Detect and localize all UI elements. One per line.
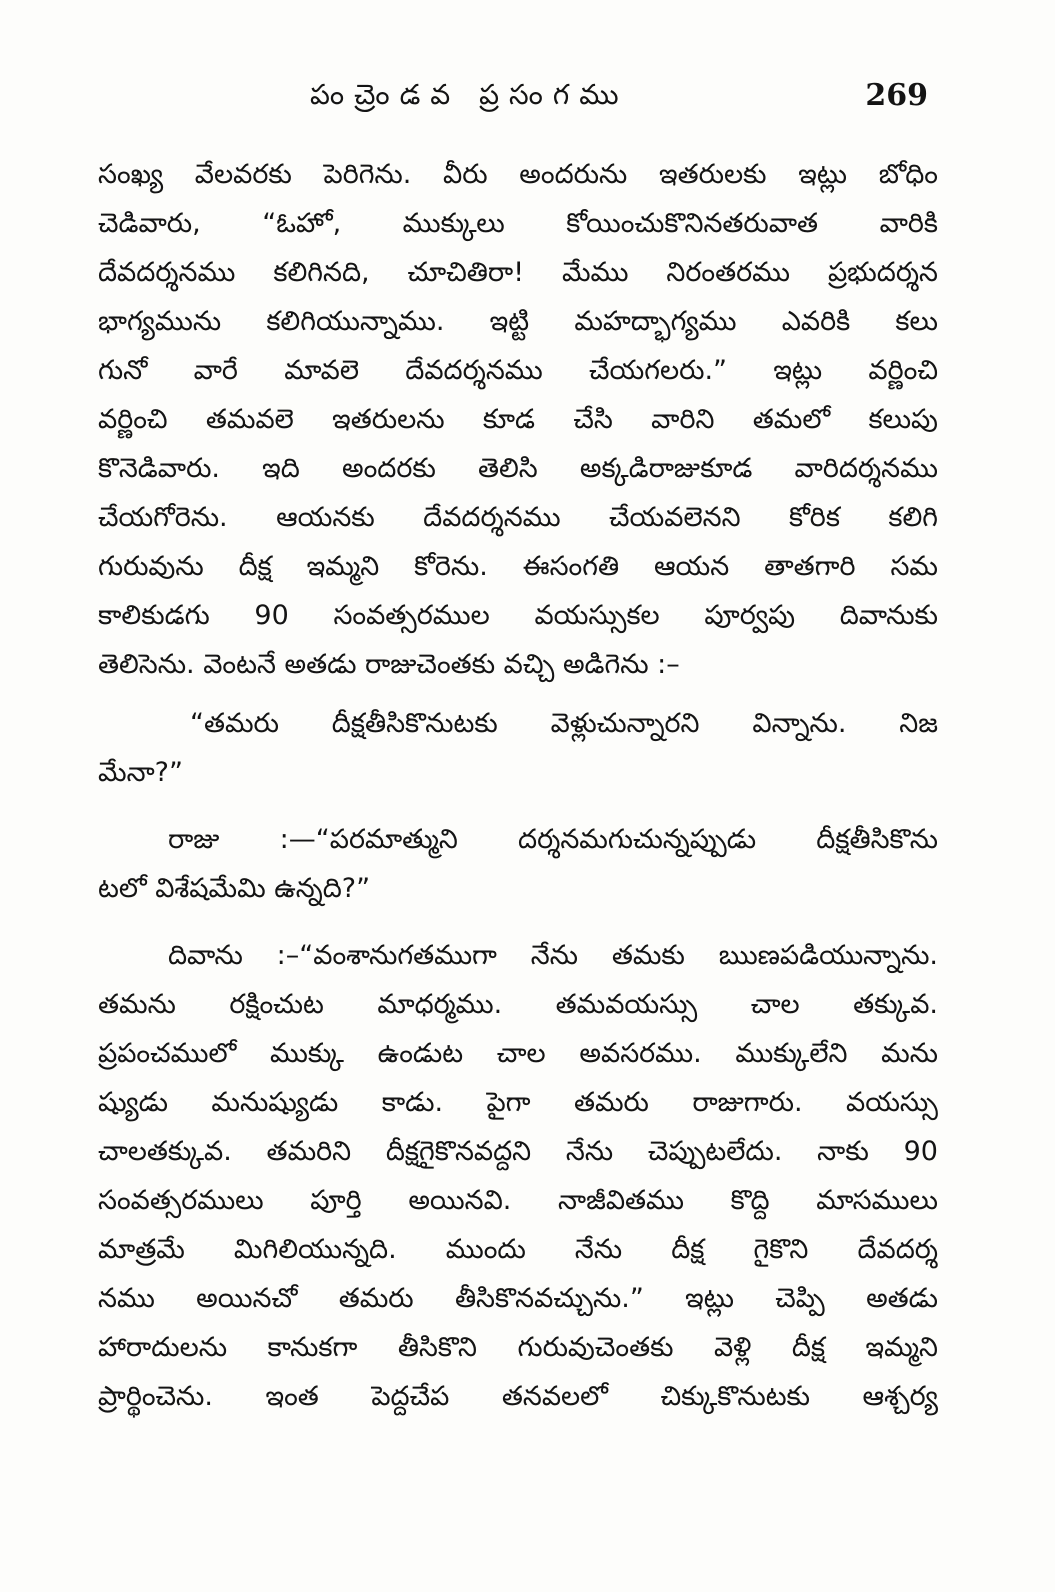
running-title: పంచ్రెండవ ప్రసంగము [310, 78, 629, 111]
text-line: ష్యుడు మనుష్యుడు కాడు. పైగా తమరు రాజుగారు. వయస్సు [98, 1087, 938, 1118]
text-line: సంవత్సరములు పూర్తి అయినవి. నాజీవితము కొద్ది మాసములు [98, 1185, 938, 1216]
text-line: గురువును దీక్ష ఇమ్మని కోరెను. ఈసంగతి ఆయన తాతగారి సమ [98, 551, 938, 582]
text-line: హారాదులను కానుకగా తీసికొని గురువుచెంతకు వెళ్లి దీక్ష ఇమ్మని [98, 1332, 938, 1363]
paragraph-3 [98, 815, 938, 913]
text-line: ప్రార్థించెను. ఇంత పెద్దచేప తనవలలో చిక్కుకొనుటకు ఆశ్చర్య [98, 1381, 938, 1412]
paragraph-2 [98, 699, 938, 797]
text-line: చెడివారు, “ఓహో, ముక్కులు కోయించుకొనినతరువాత వారికి [98, 208, 938, 239]
text-line: తమను రక్షించుట మాధర్మము. తమవయస్సు చాల తక్కువ. [98, 989, 938, 1020]
text-line: వర్ణించి తమవలె ఇతరులను కూడ చేసి వారిని తమలో కలుపు [98, 404, 938, 435]
body-text [98, 150, 938, 1421]
text-line: తెలిసెను. వెంటనే అతడు రాజుచెంతకు వచ్చి అడిగెను :– [98, 649, 680, 680]
text-line: రాజు :—“పరమాత్ముని దర్శనమగుచున్నప్పుడు దీక్షతీసికొను [168, 824, 938, 855]
text-line: దేవదర్శనము కలిగినది, చూచితిరా! మేము నిరంతరము ప్రభుదర్శన [98, 257, 938, 288]
text-line: “తమరు దీక్షతీసికొనుటకు వెళ్లుచున్నారని విన్నాను. నిజ [190, 708, 938, 739]
text-line: చేయగోరెను. ఆయనకు దేవదర్శనము చేయవలెనని కోరిక కలిగి [98, 502, 938, 533]
text-line: మాత్రమే మిగిలియున్నది. ముందు నేను దీక్ష గైకొని దేవదర్శ [98, 1234, 938, 1265]
text-line: సంఖ్య వేలవరకు పెరిగెను. వీరు అందరును ఇతరులకు ఇట్లు బోధిం [98, 159, 938, 190]
text-line: టలో విశేషమేమి ఉన్నది?” [98, 873, 371, 904]
text-line: కాలికుడగు 90 సంవత్సరముల వయస్సుకల పూర్వపు దివానుకు [98, 600, 938, 631]
page-number: 269 [865, 78, 928, 113]
page-header [100, 78, 940, 122]
text-line: నము అయినచో తమరు తీసికొనవచ్చును.” ఇట్లు చెప్పి అతడు [98, 1283, 938, 1314]
paragraph-4 [98, 931, 938, 1421]
text-line: చాలతక్కువ. తమరిని దీక్షగైకొనవద్దని నేను చెప్పుటలేదు. నాకు 90 [98, 1136, 938, 1167]
paragraph-1 [98, 150, 938, 689]
text-line: గునో వారే మావలె దేవదర్శనము చేయగలరు.” ఇట్లు వర్ణించి [98, 355, 938, 386]
text-line: ప్రపంచములో ముక్కు ఉండుట చాల అవసరము. ముక్కులేని మను [98, 1038, 938, 1069]
text-line: దివాను :–“వంశానుగతముగా నేను తమకు ఋణపడియున్నాను. [168, 940, 938, 971]
text-line: భాగ్యమును కలిగియున్నాము. ఇట్టి మహద్భాగ్యము ఎవరికి కలు [98, 306, 938, 337]
text-line: కొనెడివారు. ఇది అందరకు తెలిసి అక్కడిరాజుకూడ వారిదర్శనము [98, 453, 938, 484]
text-line: మేనా?” [98, 757, 183, 788]
